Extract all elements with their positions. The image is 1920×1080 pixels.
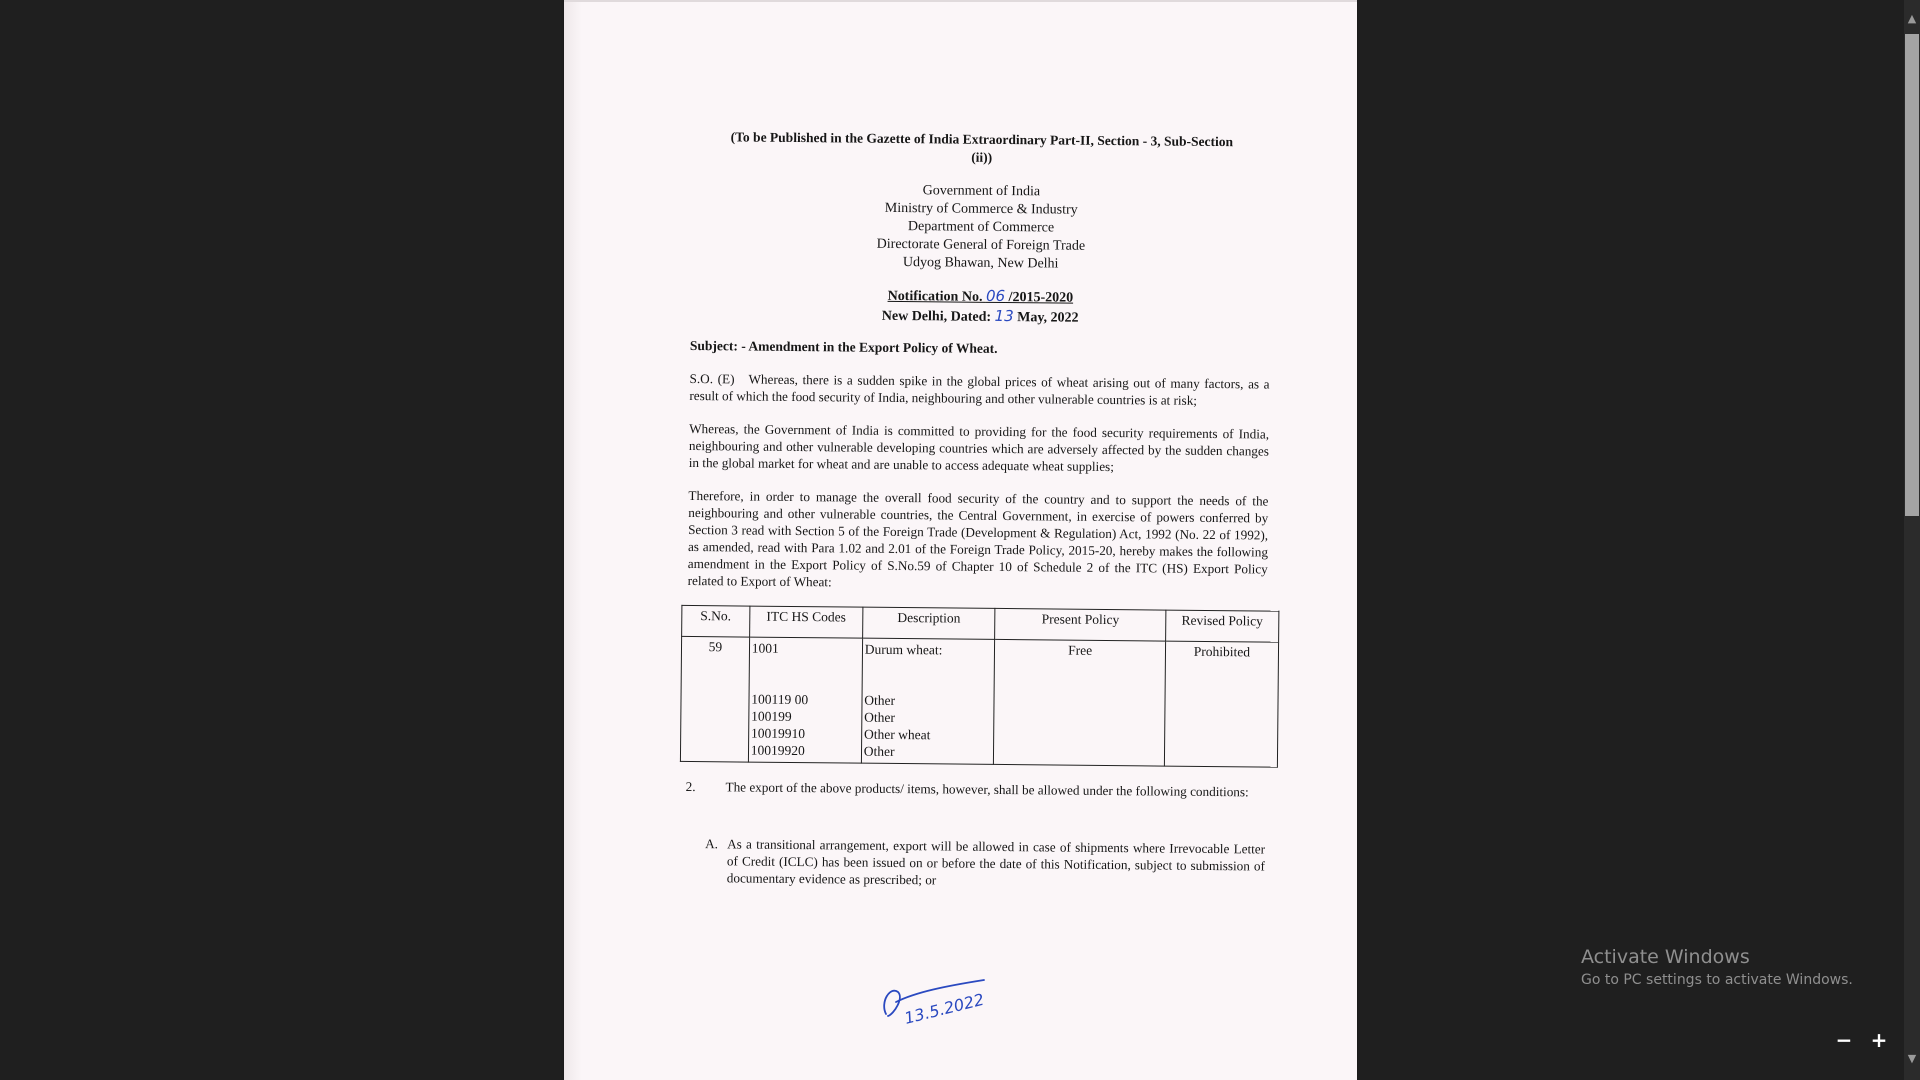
notification-number-handwritten: 06 [985,286,1006,306]
cell-present-policy: Free [994,639,1166,766]
date-day-handwritten: 13 [994,306,1014,326]
cell-spacer [864,658,992,693]
handwritten-signature [876,972,1026,1032]
description-item: Other wheat [863,726,931,743]
cell-itc-codes [748,637,862,763]
itc-code: 100119 00 [751,691,809,708]
notification-block [690,284,1270,330]
gazette-header-line1: (To be Published in the Gazette of India Extraordinary Part-II, Section - 3, Sub-Section [730,129,1234,150]
itc-code: 10019910 [750,725,806,742]
table-row [680,636,1278,767]
document-page [564,0,1357,1080]
page-top-edge [564,0,1357,2]
header-revised-policy: Revised Policy [1165,610,1278,642]
condition-intro-text: The export of the above products/ items, however, shall be allowed under the following conditions: [725,779,1249,800]
so-label: S.O. (E) [689,370,735,387]
authority-line: Udyog Bhawan, New Delhi [902,255,1059,272]
signature-date: 13.5.2022 [902,989,986,1028]
cell-spacer [751,657,859,692]
issuing-authority [691,180,1272,276]
description-item: Other [864,692,896,708]
date-prefix: New Delhi, Dated: [881,308,995,325]
paragraph-therefore: Therefore, in order to manage the overall food security of the country and to support the needs of the neighbouring and other vulnerable countries, the Central Government, in exercise of powers conferred by Section 3 read with Section 5 of the Foreign Trade (Development & Regulation) Act, 1992 (No. 22 of 1992), as amended, read with Para 1.02 and 2.01 of the Foreign Trade Policy, 2015-20, hereby makes the following amendment in the Export Policy of S.No.59 of Chapter 10 of Schedule 2 of the ITC (HS) Export Policy related to Export of Wheat: [687,487,1269,590]
paragraph-so-text: Whereas, there is a sudden spike in the global prices of wheat arising out of many factors, as a result of which the food security of India, neighbouring and other vulnerable countries is at risk; [689,371,1270,408]
itc-code-main: 1001 [751,640,779,656]
description-item: Other [864,709,896,725]
condition-a [705,835,1265,891]
description-main: Durum wheat: [864,641,943,658]
cell-revised-policy: Prohibited [1164,641,1278,767]
condition-a-letter: A. [705,836,719,852]
activate-title: Activate Windows [1581,946,1750,968]
scroll-thumb[interactable] [1905,34,1919,516]
cell-sno: 59 [680,636,749,762]
itc-code: 100199 [751,708,792,724]
export-policy-table [680,605,1279,768]
activate-windows-watermark [1581,944,1853,990]
page-edge-shadow [564,0,582,1080]
zoom-out-button[interactable]: − [1835,1028,1853,1052]
activate-subtitle: Go to PC settings to activate Windows. [1581,972,1853,988]
header-itc-hs-codes: ITC HS Codes [749,606,862,638]
authority-line: Ministry of Commerce & Industry [884,200,1078,218]
authority-line: Government of India [922,183,1041,200]
notification-suffix: /2015-2020 [1005,290,1074,306]
header-present-policy: Present Policy [995,608,1166,641]
notification-date [690,304,1270,330]
authority-line: Directorate General of Foreign Trade [876,236,1086,254]
scroll-down-arrow-icon[interactable]: ▼ [1907,1052,1917,1065]
vertical-scrollbar[interactable] [1904,0,1920,1080]
condition-number: 2. [685,778,696,795]
date-suffix: May, 2022 [1013,310,1079,326]
document-body [685,128,1272,892]
condition-intro [686,778,1266,801]
zoom-in-button[interactable]: + [1870,1028,1888,1052]
paragraph-whereas: Whereas, the Government of India is committed to providing for the food security requirements of India, neighbouring and other vulnerable developing countries which are adversely affected by the sudden changes in the global market for wheat and are unable to access adequate wheat supplies; [688,420,1270,475]
itc-code: 10019920 [750,742,805,759]
description-item: Other [863,743,895,759]
condition-a-text: As a transitional arrangement, export will be allowed in case of shipments where Irrevocable Letter of Credit (ICLC) has been issued on or before the date of this Notification, subject to submission of documentary evidence as prescribed; or [726,836,1266,888]
cell-description [861,638,995,764]
header-sno: S.No. [682,605,750,637]
header-description: Description [862,607,995,639]
notification-prefix: Notification No. [887,288,987,305]
gazette-header-line2: (ii)) [971,149,993,165]
scroll-up-arrow-icon[interactable]: ▲ [1907,12,1917,25]
authority-line: Department of Commerce [907,219,1055,236]
subject-line: Subject: - Amendment in the Export Policy of Wheat. [689,337,998,356]
paragraph-so [689,370,1269,410]
